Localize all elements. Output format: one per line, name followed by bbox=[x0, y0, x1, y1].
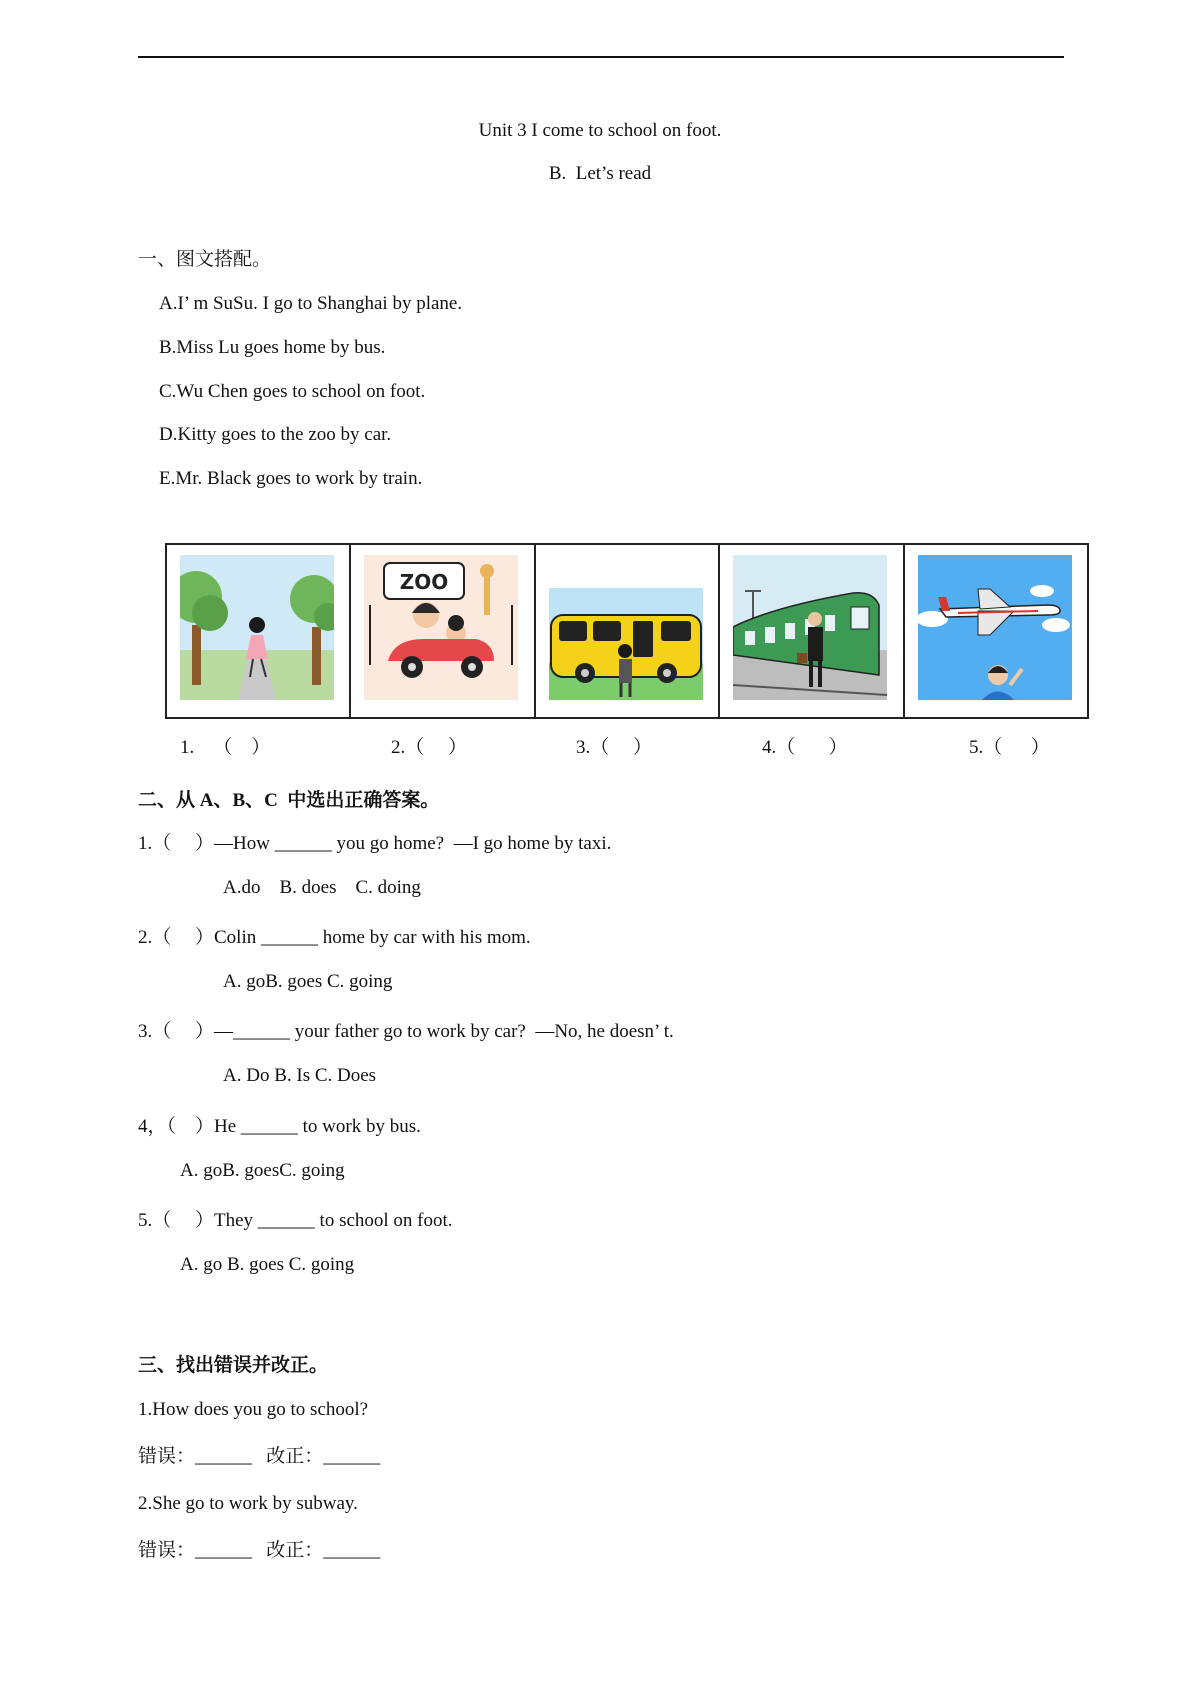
picture-1 bbox=[167, 545, 351, 717]
picture-4 bbox=[720, 545, 904, 717]
sentence-a: A.I’ m SuSu. I go to Shanghai by plane. bbox=[159, 293, 463, 314]
page-title: Unit 3 I come to school on foot. bbox=[478, 120, 722, 141]
airplane-icon bbox=[918, 555, 1072, 700]
zoo-sign: ZOO bbox=[400, 570, 449, 594]
sentence-c: C.Wu Chen goes to school on foot. bbox=[159, 381, 426, 402]
correction-line-1[interactable]: 错误：______ 改正：______ bbox=[138, 1446, 381, 1467]
question-3: 3.（ ）—______ your father go to work by car? —No, he doesn’ t. bbox=[138, 1021, 674, 1042]
picture-3 bbox=[536, 545, 720, 717]
walking-girl-park-icon bbox=[180, 555, 334, 700]
question-1-options: A.do B. does C. doing bbox=[223, 877, 421, 898]
picture-5 bbox=[905, 545, 1087, 717]
section3-heading: 三、找出错误并改正。 bbox=[138, 1355, 329, 1376]
error-sentence-1: 1.How does you go to school? bbox=[138, 1399, 369, 1420]
answer-slot-1[interactable]: 1. （ ） bbox=[180, 737, 271, 758]
question-4: 4，（ ）He ______ to work by bus. bbox=[138, 1116, 421, 1137]
green-train-icon bbox=[733, 555, 887, 700]
question-1: 1.（ ）—How ______ you go home? —I go home by taxi. bbox=[138, 833, 612, 854]
picture-2 bbox=[351, 545, 535, 717]
answer-slot-5[interactable]: 5.（ ） bbox=[969, 737, 1050, 758]
section1-heading: 一、图文搭配。 bbox=[138, 249, 272, 270]
sentence-e: E.Mr. Black goes to work by train. bbox=[159, 468, 423, 489]
question-3-options: A. Do B. Is C. Does bbox=[223, 1065, 377, 1086]
picture-strip bbox=[165, 543, 1089, 719]
question-2: 2.（ ）Colin ______ home by car with his mom. bbox=[138, 927, 531, 948]
question-2-options: A. goB. goes C. going bbox=[223, 971, 393, 992]
error-sentence-2: 2.She go to work by subway. bbox=[138, 1493, 358, 1514]
zoo-car-icon bbox=[364, 555, 518, 700]
question-5-options: A. go B. goes C. going bbox=[180, 1254, 355, 1275]
page-subtitle: B. Let’s read bbox=[548, 163, 652, 184]
header-rule bbox=[138, 56, 1064, 58]
answer-slot-3[interactable]: 3.（ ） bbox=[576, 737, 653, 758]
sentence-d: D.Kitty goes to the zoo by car. bbox=[159, 424, 392, 445]
sentence-b: B.Miss Lu goes home by bus. bbox=[159, 337, 386, 358]
answer-slot-2[interactable]: 2.（ ） bbox=[391, 737, 468, 758]
correction-line-2[interactable]: 错误：______ 改正：______ bbox=[138, 1540, 381, 1561]
answer-slot-4[interactable]: 4.（ ） bbox=[762, 737, 848, 758]
question-4-options: A. goB. goesC. going bbox=[180, 1160, 345, 1181]
yellow-bus-icon bbox=[549, 555, 703, 700]
section2-heading: 二、从 A、B、C 中选出正确答案。 bbox=[138, 790, 440, 811]
question-5: 5.（ ）They ______ to school on foot. bbox=[138, 1210, 453, 1231]
